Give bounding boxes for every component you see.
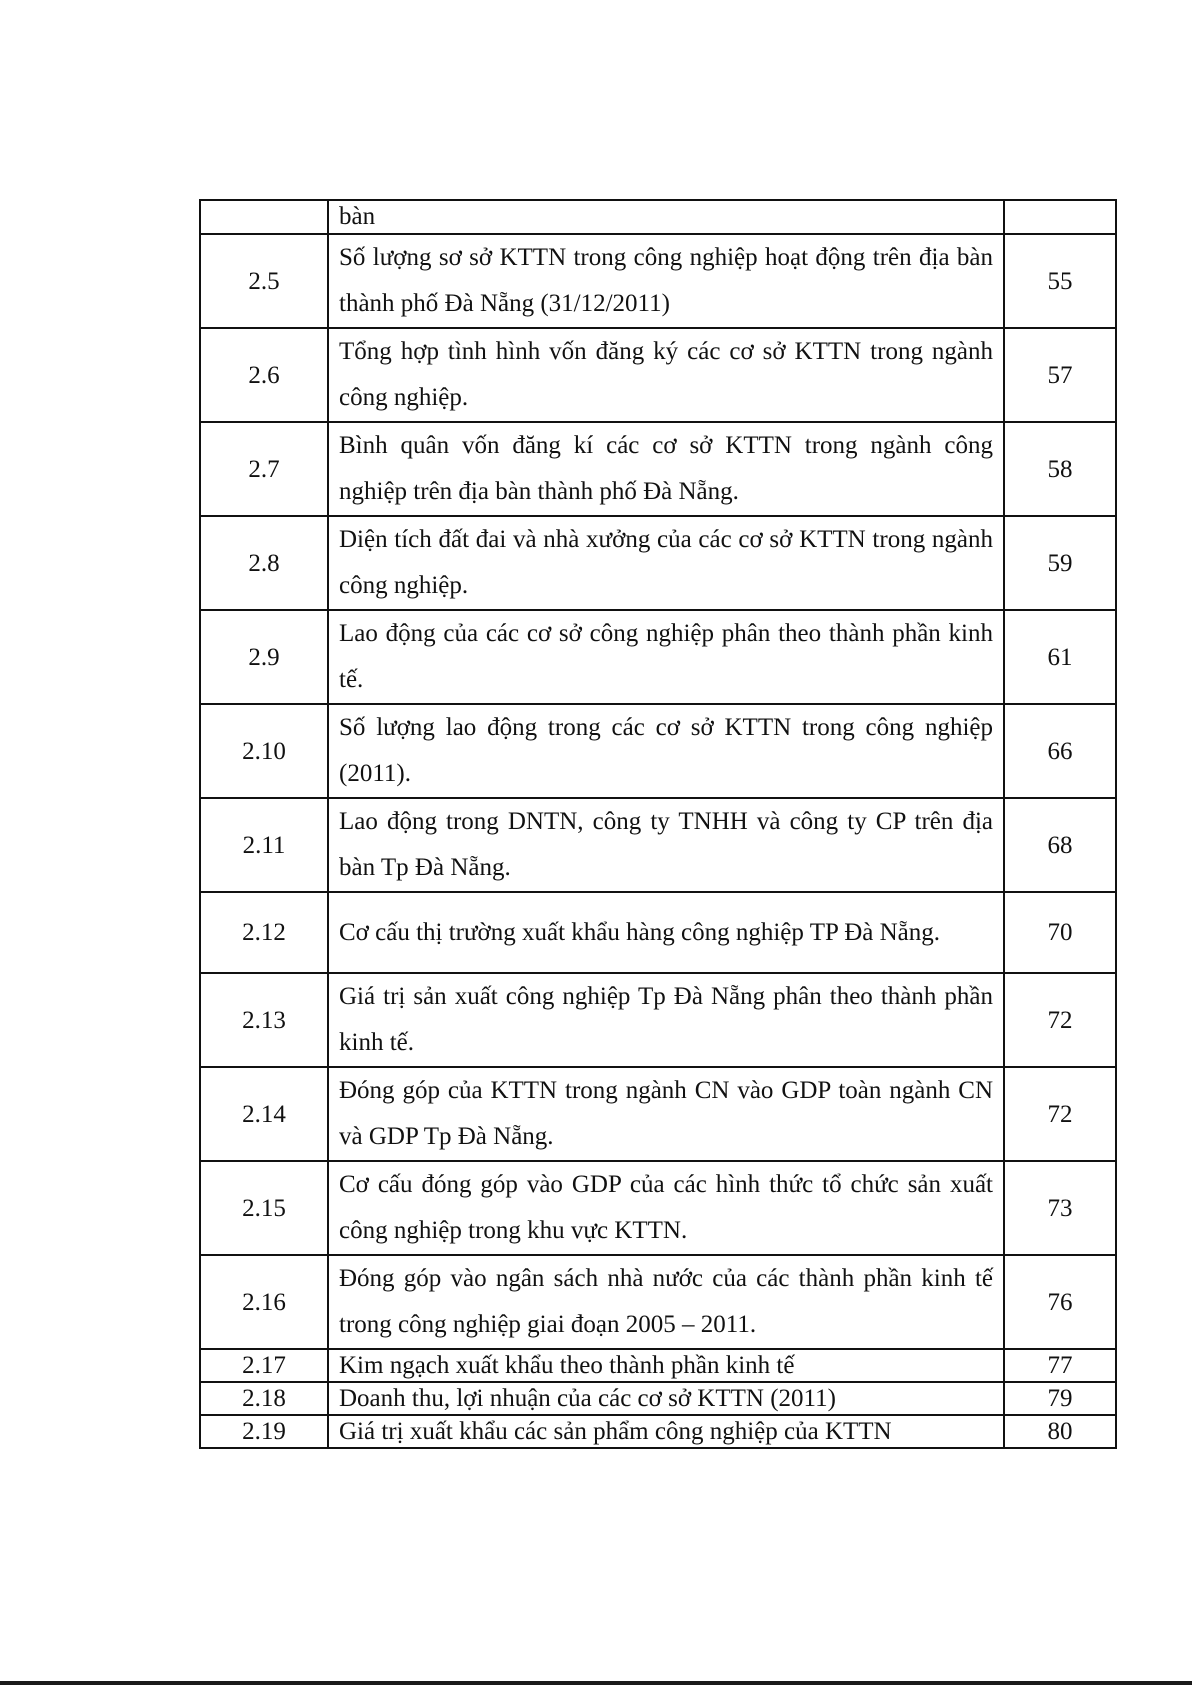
table-row — [200, 1067, 1116, 1161]
table-number-cell: 2.7 — [200, 422, 328, 516]
table-title-cell: Cơ cấu thị trường xuất khẩu hàng công nghiệp TP Đà Nẵng. — [328, 892, 1004, 973]
table-row — [200, 1415, 1116, 1448]
table-title-cell: Diện tích đất đai và nhà xưởng của các cơ sở KTTN trong ngành công nghiệp. — [328, 516, 1004, 610]
page-number-cell: 59 — [1004, 516, 1116, 610]
table-row — [200, 892, 1116, 973]
table-title-cell: Lao động của các cơ sở công nghiệp phân theo thành phần kinh tế. — [328, 610, 1004, 704]
table-row — [200, 1255, 1116, 1349]
table-title-cell: Giá trị xuất khẩu các sản phẩm công nghiệp của KTTN — [328, 1415, 1004, 1448]
table-title-cell: Tổng hợp tình hình vốn đăng ký các cơ sở KTTN trong ngành công nghiệp. — [328, 328, 1004, 422]
table-number-cell: 2.12 — [200, 892, 328, 973]
page-number-cell: 70 — [1004, 892, 1116, 973]
page-number-cell: 73 — [1004, 1161, 1116, 1255]
table-title-cell: Kim ngạch xuất khẩu theo thành phần kinh tế — [328, 1349, 1004, 1382]
table-number-cell: 2.5 — [200, 234, 328, 328]
page-number-cell: 72 — [1004, 973, 1116, 1067]
table-number-cell: 2.8 — [200, 516, 328, 610]
page-number-cell: 61 — [1004, 610, 1116, 704]
table-number-cell: 2.17 — [200, 1349, 328, 1382]
table-row — [200, 328, 1116, 422]
table-row — [200, 200, 1116, 234]
table-row — [200, 516, 1116, 610]
page-number-cell: 77 — [1004, 1349, 1116, 1382]
page-number-cell: 76 — [1004, 1255, 1116, 1349]
table-row — [200, 1349, 1116, 1382]
table-row — [200, 1382, 1116, 1415]
page-number-cell: 72 — [1004, 1067, 1116, 1161]
table-number-cell: 2.18 — [200, 1382, 328, 1415]
table-title-cell: Số lượng sơ sở KTTN trong công nghiệp hoạt động trên địa bàn thành phố Đà Nẵng (31/12/2011) — [328, 234, 1004, 328]
page-number-cell: 68 — [1004, 798, 1116, 892]
table-number-cell: 2.16 — [200, 1255, 328, 1349]
table-title-cell: bàn — [328, 200, 1004, 234]
table-title-cell: Giá trị sản xuất công nghiệp Tp Đà Nẵng phân theo thành phần kinh tế. — [328, 973, 1004, 1067]
table-number-cell: 2.9 — [200, 610, 328, 704]
table-row — [200, 798, 1116, 892]
table-row — [200, 422, 1116, 516]
page-number-cell: 66 — [1004, 704, 1116, 798]
table-number-cell: 2.14 — [200, 1067, 328, 1161]
table-number-cell: 2.19 — [200, 1415, 328, 1448]
table-number-cell: 2.13 — [200, 973, 328, 1067]
table-of-tables — [199, 199, 1117, 1449]
table-title-cell: Lao động trong DNTN, công ty TNHH và công ty CP trên địa bàn Tp Đà Nẵng. — [328, 798, 1004, 892]
table-title-cell: Bình quân vốn đăng kí các cơ sở KTTN trong ngành công nghiệp trên địa bàn thành phố Đà Nẵng. — [328, 422, 1004, 516]
table-title-cell: Đóng góp của KTTN trong ngành CN vào GDP toàn ngành CN và GDP Tp Đà Nẵng. — [328, 1067, 1004, 1161]
table-number-cell: 2.15 — [200, 1161, 328, 1255]
table-row — [200, 610, 1116, 704]
page-number-cell: 58 — [1004, 422, 1116, 516]
table-number-cell: 2.6 — [200, 328, 328, 422]
table-title-cell: Doanh thu, lợi nhuận của các cơ sở KTTN (2011) — [328, 1382, 1004, 1415]
table-title-cell: Đóng góp vào ngân sách nhà nước của các thành phần kinh tế trong công nghiệp giai đoạn 2005 – 2011. — [328, 1255, 1004, 1349]
page-number-cell: 80 — [1004, 1415, 1116, 1448]
table-number-cell: 2.10 — [200, 704, 328, 798]
table-title-cell: Số lượng lao động trong các cơ sở KTTN trong công nghiệp (2011). — [328, 704, 1004, 798]
page-number-cell: 57 — [1004, 328, 1116, 422]
table-row — [200, 234, 1116, 328]
table-row — [200, 704, 1116, 798]
table-row — [200, 1161, 1116, 1255]
page-number-cell: 55 — [1004, 234, 1116, 328]
table-number-cell — [200, 200, 328, 234]
table-row — [200, 973, 1116, 1067]
page-bottom-edge — [0, 1681, 1192, 1685]
page-number-cell — [1004, 200, 1116, 234]
page-number-cell: 79 — [1004, 1382, 1116, 1415]
table-title-cell: Cơ cấu đóng góp vào GDP của các hình thức tổ chức sản xuất công nghiệp trong khu vực KTTN. — [328, 1161, 1004, 1255]
table-number-cell: 2.11 — [200, 798, 328, 892]
